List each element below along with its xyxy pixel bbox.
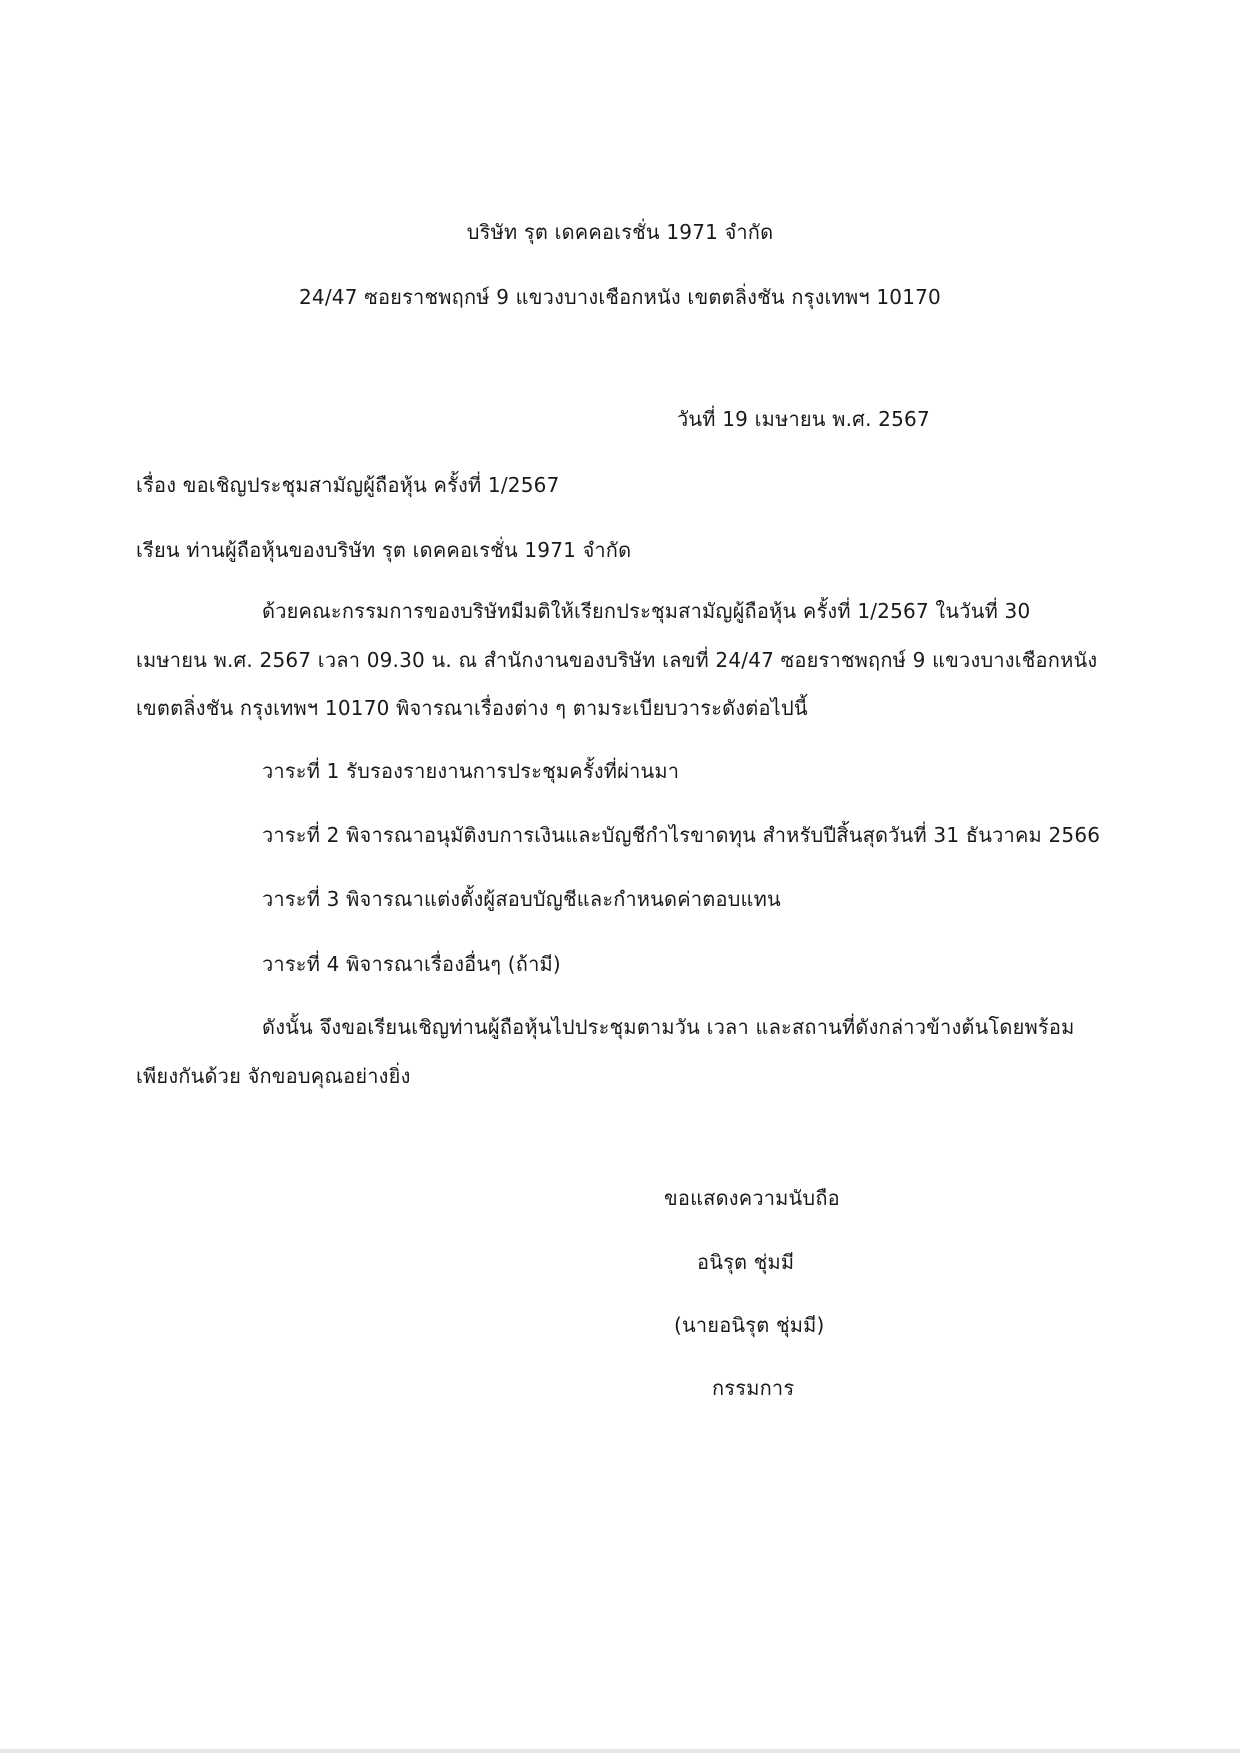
signature-closing: ขอแสดงความนับถือ	[664, 1186, 840, 1210]
letter-date: วันที่ 19 เมษายน พ.ศ. 2567	[677, 407, 930, 431]
body-paragraph-line: เขตตลิ่งชัน กรุงเทพฯ 10170 พิจารณาเรื่องต่าง ๆ ตามระเบียบวาระดังต่อไปนี้	[136, 696, 808, 720]
letter-subject: เรื่อง ขอเชิญประชุมสามัญผู้ถือหุ้น ครั้งที่ 1/2567	[136, 473, 560, 497]
agenda-item: วาระที่ 3 พิจารณาแต่งตั้งผู้สอบบัญชีและกำหนดค่าตอบแทน	[262, 887, 781, 911]
closing-paragraph-line: เพียงกันด้วย จักขอบคุณอย่างยิ่ง	[136, 1064, 411, 1088]
signature-full-name: (นายอนิรุต ชุ่มมี)	[674, 1313, 825, 1337]
signature-title: กรรมการ	[712, 1376, 795, 1400]
scan-edge-divider	[0, 1749, 1240, 1753]
agenda-item: วาระที่ 1 รับรองรายงานการประชุมครั้งที่ผ่านมา	[262, 759, 680, 783]
agenda-item: วาระที่ 4 พิจารณาเรื่องอื่นๆ (ถ้ามี)	[262, 952, 561, 976]
company-address: 24/47 ซอยราชพฤกษ์ 9 แขวงบางเชือกหนัง เขตตลิ่งชัน กรุงเทพฯ 10170	[299, 285, 941, 309]
signature-name: อนิรุต ชุ่มมี	[697, 1250, 795, 1274]
body-paragraph-line: ด้วยคณะกรรมการของบริษัทมีมติให้เรียกประชุมสามัญผู้ถือหุ้น ครั้งที่ 1/2567 ในวันที่ 30	[262, 599, 1031, 623]
company-name: บริษัท รุต เดคคอเรชั่น 1971 จำกัด	[466, 220, 774, 244]
closing-paragraph-line: ดังนั้น จึงขอเรียนเชิญท่านผู้ถือหุ้นไปประชุมตามวัน เวลา และสถานที่ดังกล่าวข้างต้นโดยพร้อม	[262, 1015, 1075, 1039]
letter-recipient: เรียน ท่านผู้ถือหุ้นของบริษัท รุต เดคคอเรชั่น 1971 จำกัด	[136, 538, 632, 562]
agenda-item: วาระที่ 2 พิจารณาอนุมัติงบการเงินและบัญชีกำไรขาดทุน สำหรับปีสิ้นสุดวันที่ 31 ธันวาคม 2566	[262, 823, 1101, 847]
body-paragraph-line: เมษายน พ.ศ. 2567 เวลา 09.30 น. ณ สำนักงานของบริษัท เลขที่ 24/47 ซอยราชพฤกษ์ 9 แขวงบางเชือกหนัง	[136, 648, 1098, 672]
